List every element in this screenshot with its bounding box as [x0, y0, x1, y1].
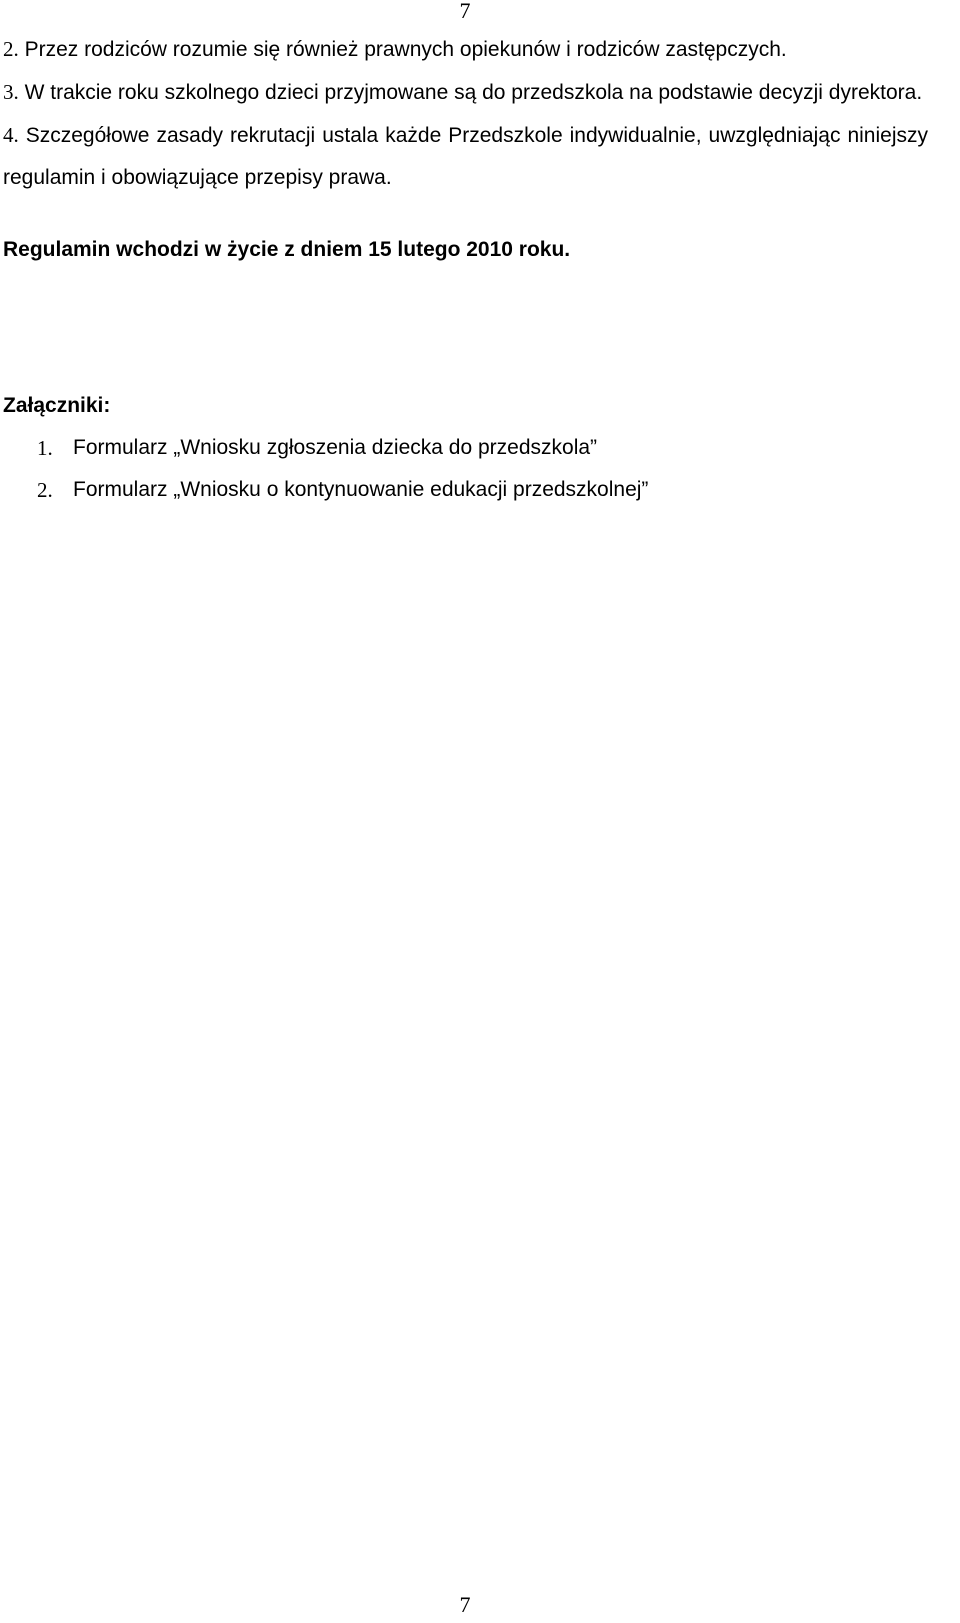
attachments-section [3, 385, 928, 511]
paragraph-text: Przez rodziców rozumie się również prawnych opiekunów i rodziców zastępczych. [24, 38, 787, 61]
page-number-bottom: 7 [459, 1592, 471, 1617]
attachment-number: 2. [37, 478, 53, 502]
effective-date-statement: Regulamin wchodzi w życie z dniem 15 lutego 2010 roku. [3, 238, 571, 261]
paragraph-number: 2. [3, 37, 19, 61]
attachment-text: Formularz „Wniosku o kontynuowanie edukacji przedszkolnej” [73, 478, 649, 501]
attachments-list [3, 427, 928, 511]
attachments-title: Załączniki: [3, 394, 111, 417]
paragraph-3 [3, 71, 928, 114]
page-number-top: 7 [459, 0, 471, 23]
document-body [3, 28, 928, 511]
paragraph-number: 3. [3, 80, 19, 104]
list-item [3, 427, 928, 469]
paragraph-2 [3, 28, 928, 71]
attachment-text: Formularz „Wniosku zgłoszenia dziecka do przedszkola” [73, 436, 598, 459]
paragraph-text: W trakcie roku szkolnego dzieci przyjmowane są do przedszkola na podstawie decyzji dyrektora. [24, 81, 923, 104]
paragraph-number: 4. [3, 123, 19, 147]
list-item [3, 469, 928, 511]
paragraph-text: Szczegółowe zasady rekrutacji ustala każde Przedszkole indywidualnie, uwzględniając niniejszy regulamin i obowiązujące przepisy prawa. [3, 124, 928, 189]
paragraph-4 [3, 114, 928, 199]
attachment-number: 1. [37, 436, 53, 460]
